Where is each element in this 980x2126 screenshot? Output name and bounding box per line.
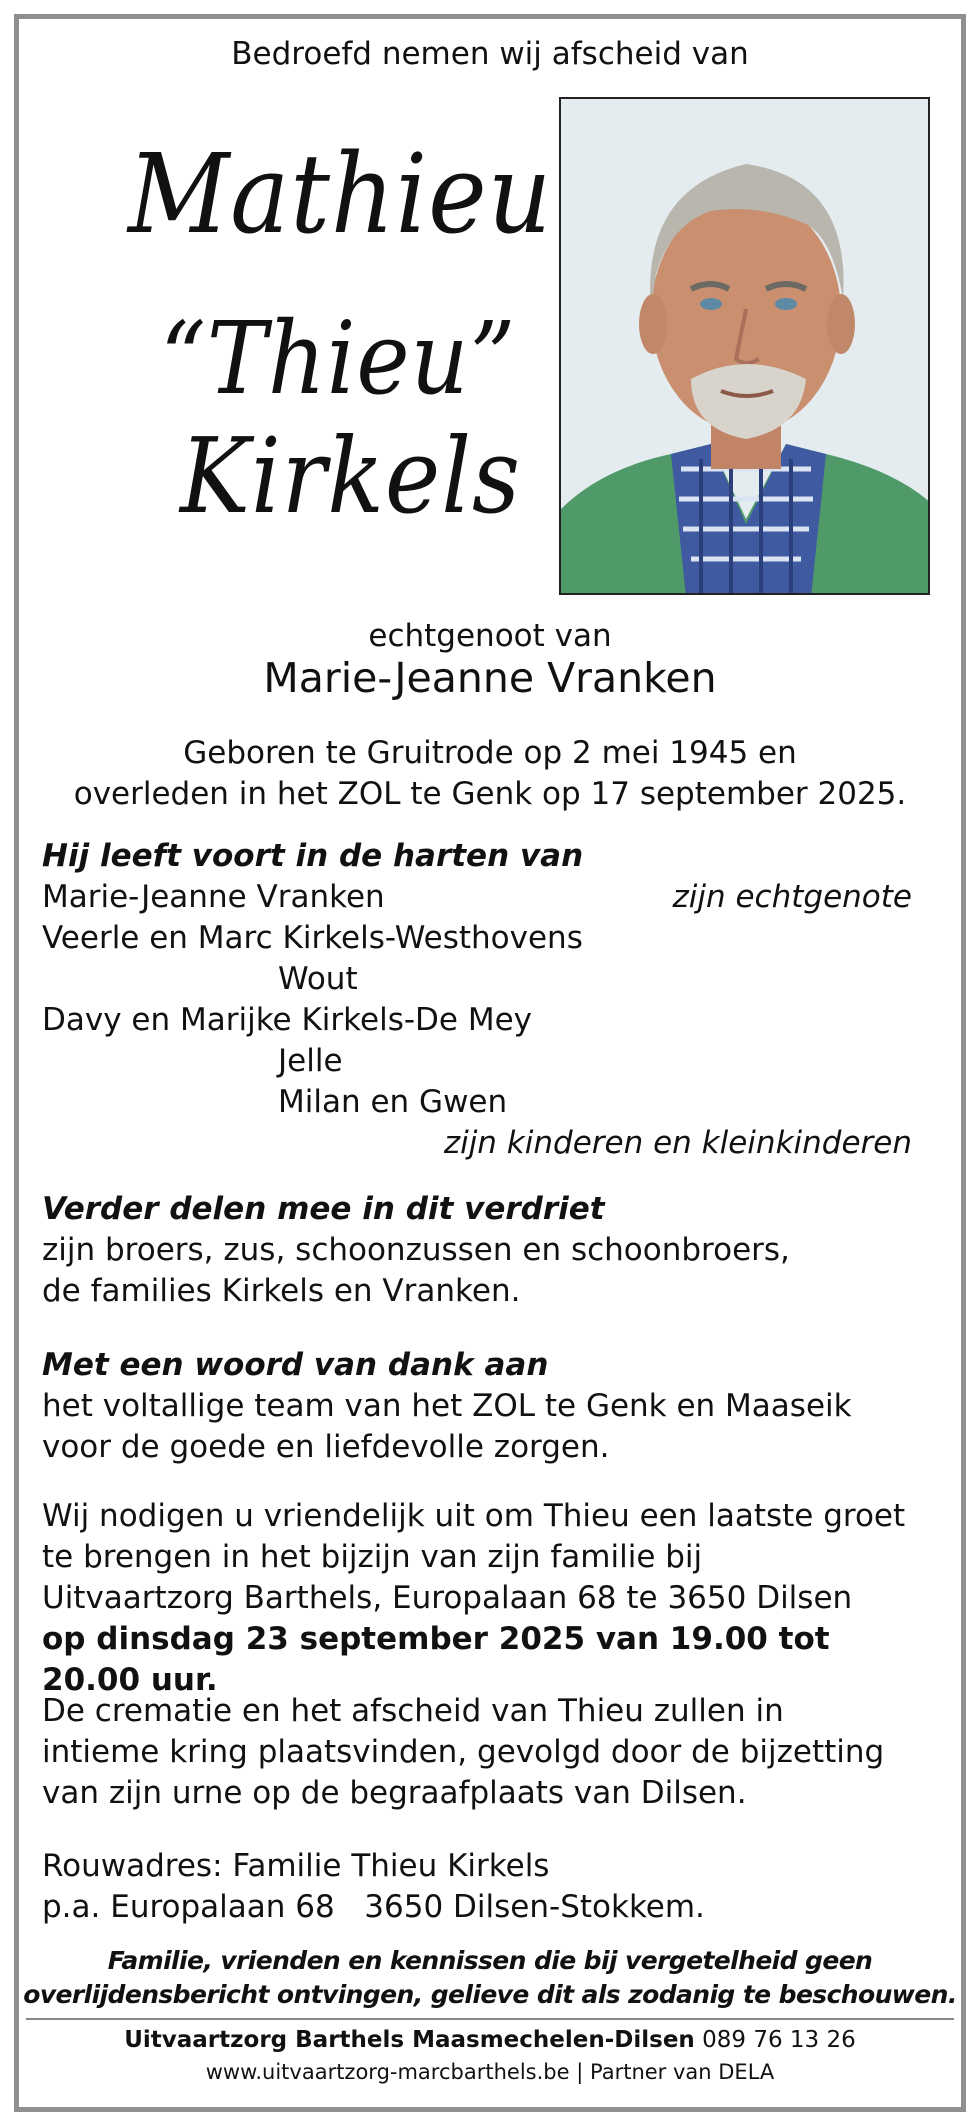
survivor-row: [42, 877, 922, 918]
portrait-photo: [559, 97, 930, 595]
thanks-line: het voltallige team van het ZOL te Genk en Maaseik: [42, 1388, 852, 1424]
portrait-illustration: [561, 99, 930, 595]
divider: [26, 2018, 954, 2020]
invitation-line: te brengen in het bijzijn van zijn familie bij: [42, 1539, 703, 1575]
survivor-name: Veerle en Marc Kirkels-Westhovens: [42, 920, 583, 956]
cremation-line: intieme kring plaatsvinden, gevolgd door de bijzetting: [42, 1734, 885, 1770]
family-heading: Verder delen mee in dit verdriet: [42, 1191, 605, 1227]
family-section: [42, 1189, 922, 1312]
death-line: overleden in het ZOL te Genk op 17 september 2025.: [73, 776, 907, 812]
invitation-section: [42, 1496, 922, 1701]
survivor-row: [42, 1000, 922, 1041]
survivors-heading: Hij leeft voort in de harten van: [42, 838, 584, 874]
footnote: [0, 1944, 980, 2012]
survivor-row: [42, 1082, 922, 1123]
separator: |: [576, 2060, 584, 2084]
birth-line: Geboren te Gruitrode op 2 mei 1945 en: [183, 735, 797, 771]
survivor-name: Davy en Marijke Kirkels-De Mey: [42, 1002, 532, 1038]
cremation-line: van zijn urne op de begraafplaats van Dilsen.: [42, 1775, 747, 1811]
name-last: Kirkels: [180, 415, 521, 537]
undertaker-line: [0, 2027, 980, 2053]
intro-text: Bedroefd nemen wij afscheid van: [231, 36, 749, 72]
name-first: Mathieu: [128, 130, 553, 258]
survivor-name: Milan en Gwen: [278, 1084, 508, 1120]
survivor-name: Marie-Jeanne Vranken: [42, 879, 385, 915]
survivor-name: Wout: [278, 961, 358, 997]
thanks-section: [42, 1345, 922, 1468]
survivor-row: [42, 1123, 922, 1164]
undertaker-name: Uitvaartzorg Barthels Maasmechelen-Dilsen: [124, 2027, 695, 2053]
spouse-label: echtgenoot van: [368, 618, 612, 654]
thanks-heading: Met een woord van dank aan: [42, 1347, 549, 1383]
survivor-name: Jelle: [278, 1043, 343, 1079]
family-line: zijn broers, zus, schoonzussen en schoonbroers,: [42, 1232, 790, 1268]
footnote-line: Familie, vrienden en kennissen die bij vergetelheid geen: [107, 1946, 873, 1975]
spouse-name: Marie-Jeanne Vranken: [263, 654, 717, 702]
visitation-time: op dinsdag 23 september 2025 van 19.00 tot 20.00 uur.: [42, 1621, 830, 1698]
cremation-section: [42, 1691, 922, 1814]
survivor-row: [42, 959, 922, 1000]
cremation-line: De crematie en het afscheid van Thieu zullen in: [42, 1693, 784, 1729]
survivor-row: [42, 918, 922, 959]
address-line: Rouwadres: Familie Thieu Kirkels: [42, 1848, 550, 1884]
thanks-line: voor de goede en liefdevolle zorgen.: [42, 1429, 610, 1465]
survivors-section: [42, 836, 922, 1164]
invitation-line: Uitvaartzorg Barthels, Europalaan 68 te 3650 Dilsen: [42, 1580, 853, 1616]
family-line: de families Kirkels en Vranken.: [42, 1273, 521, 1309]
undertaker-website[interactable]: www.uitvaartzorg-marcbarthels.be: [205, 2060, 570, 2084]
address-section: [42, 1846, 922, 1928]
partner-text: Partner van DELA: [589, 2060, 775, 2084]
undertaker-phone: 089 76 13 26: [702, 2027, 856, 2053]
footnote-line: overlijdensbericht ontvingen, gelieve dit als zodanig te beschouwen.: [23, 1980, 957, 2009]
survivor-row: [42, 1041, 922, 1082]
survivor-relation: zijn kinderen en kleinkinderen: [443, 1125, 912, 1161]
life-dates: [0, 733, 980, 815]
survivor-relation: zijn echtgenote: [672, 879, 912, 915]
name-nickname: “Thieu”: [160, 300, 517, 417]
address-line: p.a. Europalaan 68 3650 Dilsen-Stokkem.: [42, 1889, 705, 1925]
undertaker-web-line: [0, 2060, 980, 2084]
invitation-line: Wij nodigen u vriendelijk uit om Thieu een laatste groet: [42, 1498, 906, 1534]
